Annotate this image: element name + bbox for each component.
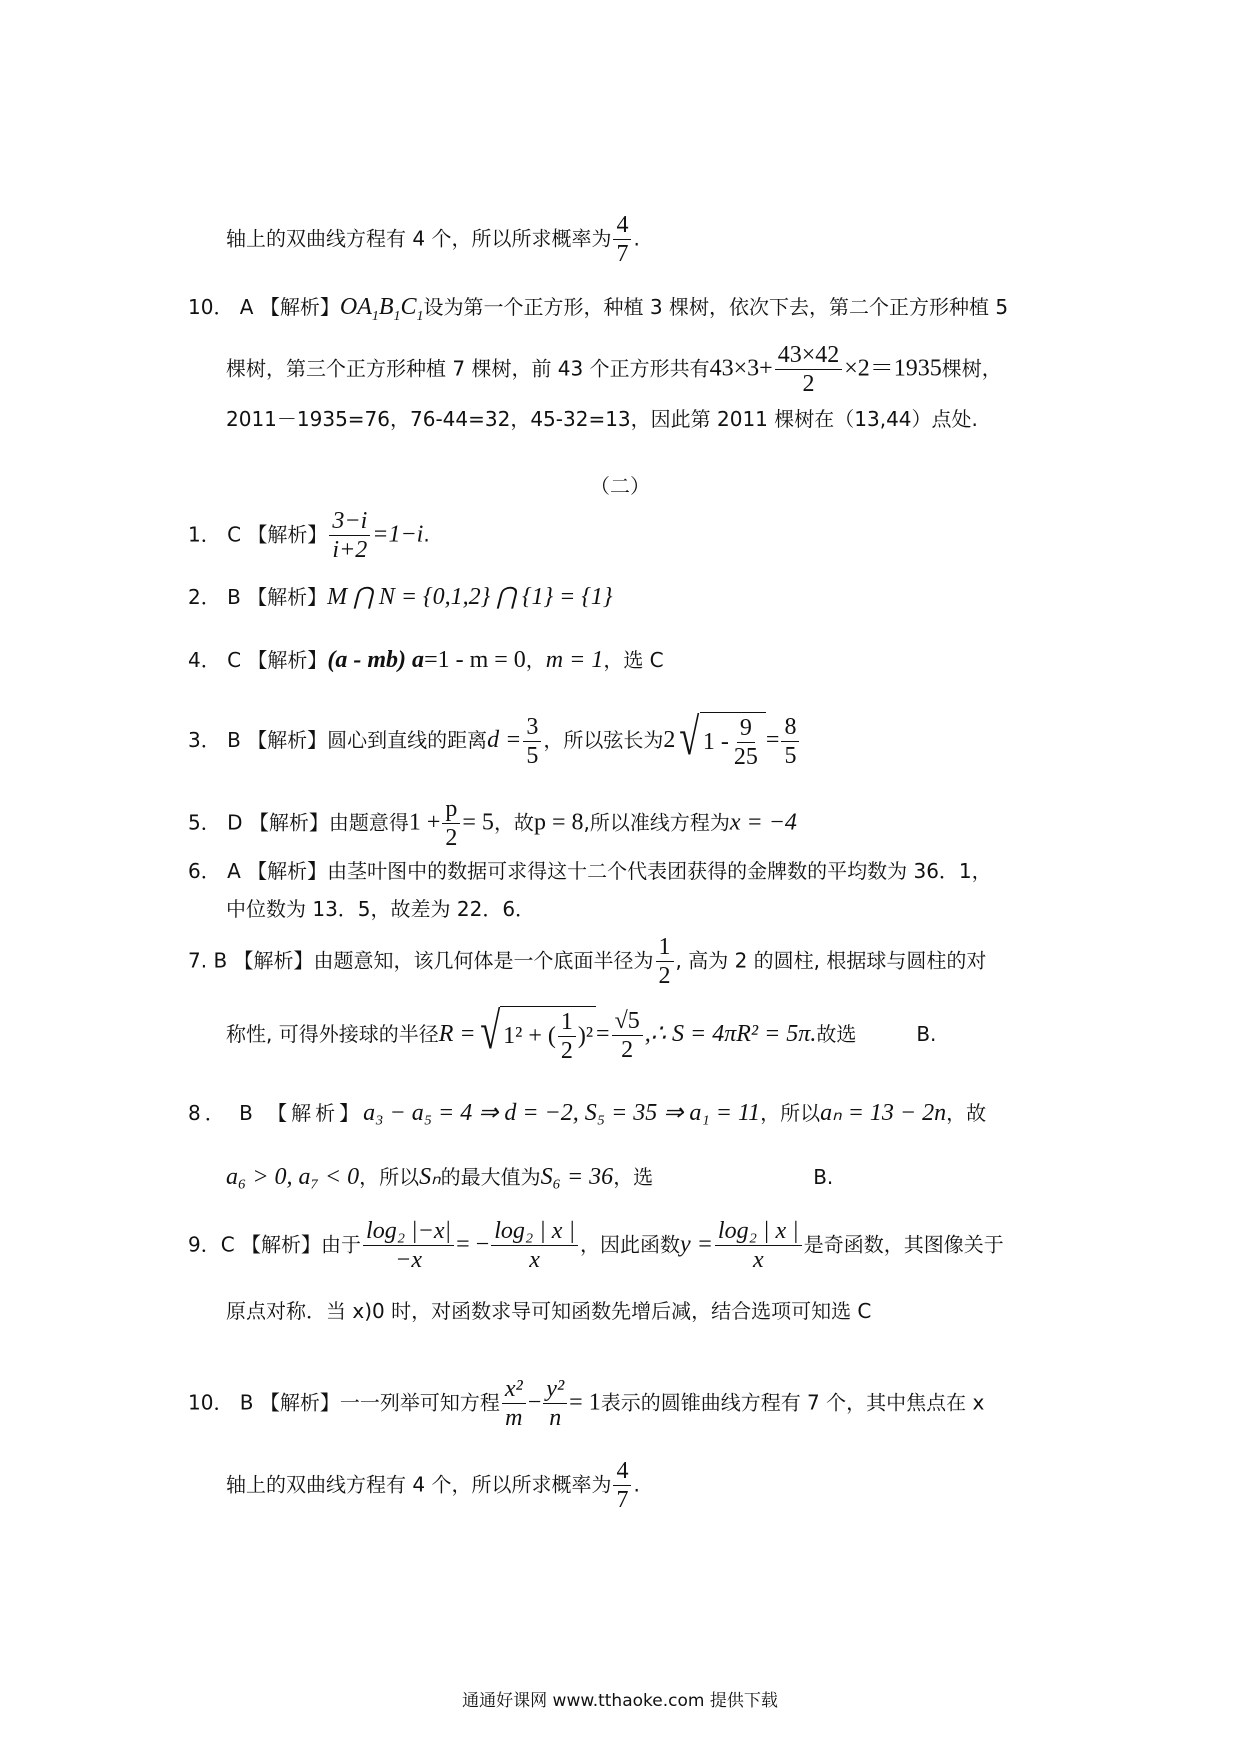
q9-line1: 9．C 【解析】由于 $\frac{\text{log₂ |−x|}}{-x}$ = − $\frac{\text{log₂ | x |}}{x}$ ，因此函数y = $\frac{\text{log₂ | x |}}{x}$ 是奇函数，其图像关于 [188,1218,1004,1274]
square-root: √ 1² + ( $\frac{1}{2}$ )² [476,1006,596,1065]
question-label: 10． B 【解析】 [188,1390,340,1415]
math-expr: $OA_1B_1C_1$ [339,294,424,324]
square-root: √ 1 - $\frac{9}{25}$ [675,712,766,771]
fraction: $\frac{3-i}{i+2}$ [329,508,370,564]
q6-line2: 中位数为 13．5，故差为 22．6． [226,897,536,921]
q10a-line2: 棵树，第三个正方形种植 7 棵树，前 43 个正方形共有43×3+ $\frac{43\times 42}{2}$ ×2＝1935棵树， [226,342,1002,398]
q5-line: 5． D 【解析】由题意得1 + $\frac{p}{2}$ = 5，故p = 8,所以准线方程为x = −4 [188,796,797,852]
q9-line2: 原点对称．当 x)0 时，对函数求导可知函数先增后减，结合选项可知选 C [226,1299,872,1323]
question-label: 5． D 【解析】 [188,810,329,835]
footer-watermark: 通通好课网 www.tthaoke.com 提供下载 [462,1691,778,1711]
question-label: 2． B 【解析】 [188,585,328,609]
text: 轴上的双曲线方程有 4 个，所以所求概率为 [226,226,612,251]
q1-line: 1． C 【解析】 $\frac{3-i}{i+2}$ =1−i. [188,508,430,564]
q8-line2: a₆ > 0, a₇ < 0，所以Sₙ的最大值为S₆ = 36，选 B. [226,1164,834,1190]
q10a-line1: 10． A 【解析】$OA_1B_1C_1$设为第一个正方形，种植 3 棵树，依次下去，第二个正方形种植 5 [188,294,1009,324]
q6-line1: 6． A 【解析】由茎叶图中的数据可求得这十二个代表团获得的金牌数的平均数为 36．1， [188,859,992,883]
q8-line1: 8． B 【解析】a₃ − a₅ = 4 ⇒ d = −2, S₅ = 35 ⇒ a₁ = 11，所以aₙ = 13 − 2n，故 [188,1100,987,1126]
question-label: 4． C 【解析】 [188,648,328,672]
question-label: 10． A 【解析】 [188,295,340,319]
question-label: 6． A 【解析】 [188,859,328,883]
q7-line1: 7. B 【解析】由题意知，该几何体是一个底面半径为 $\frac{1}{2}$ , 高为 2 的圆柱, 根据球与圆柱的对 [188,934,987,990]
question-label: 1． C 【解析】 [188,522,328,547]
question-label: 9．C 【解析】 [188,1232,322,1257]
section-title: （二） [590,474,650,498]
question-label: 3． B 【解析】 [188,727,328,752]
q10b-line1: 10． B 【解析】一一列举可知方程 $\frac{\text{x²}}{m}$ − $\frac{\text{y²}}{n}$ = 1表示的圆锥曲线方程有 7 个，其中焦点在 x [188,1376,985,1432]
q10a-line3: 2011－1935=76，76-44=32，45-32=13，因此第 2011 棵树在（13,44）点处. [226,407,978,431]
fraction: $\frac{4}{7}$ [613,212,631,268]
fraction: $\frac{43\times 42}{2}$ [775,342,843,398]
q3-line: 3． B 【解析】圆心到直线的距离d = $\frac{3}{5}$ ，所以弦长为2 √ 1 - $\frac{9}{25}$ = $\frac{8}{5}$ [188,712,801,771]
q10b-line2: 轴上的双曲线方程有 4 个，所以所求概率为 $\frac{4}{7}$ . [226,1458,640,1514]
top-continuation-line: 轴上的双曲线方程有 4 个，所以所求概率为 $\frac{4}{7}$ . [226,212,640,268]
q2-line: 2． B 【解析】M ⋂ N = {0,1,2} ⋂ {1} = {1} [188,584,613,610]
question-label: 8． B 【解析】 [188,1101,364,1125]
q4-line: 4． C 【解析】(a - mb) a=1 - m = 0，m = 1，选 C [188,647,664,673]
question-label: 7. B 【解析】 [188,948,314,973]
q7-line2: 称性, 可得外接球的半径R = √ 1² + ( $\frac{1}{2}$ )² = $\frac{√5}{2}$ ,∴ S = 4πR² = 5π.故选 B. [226,1003,937,1065]
